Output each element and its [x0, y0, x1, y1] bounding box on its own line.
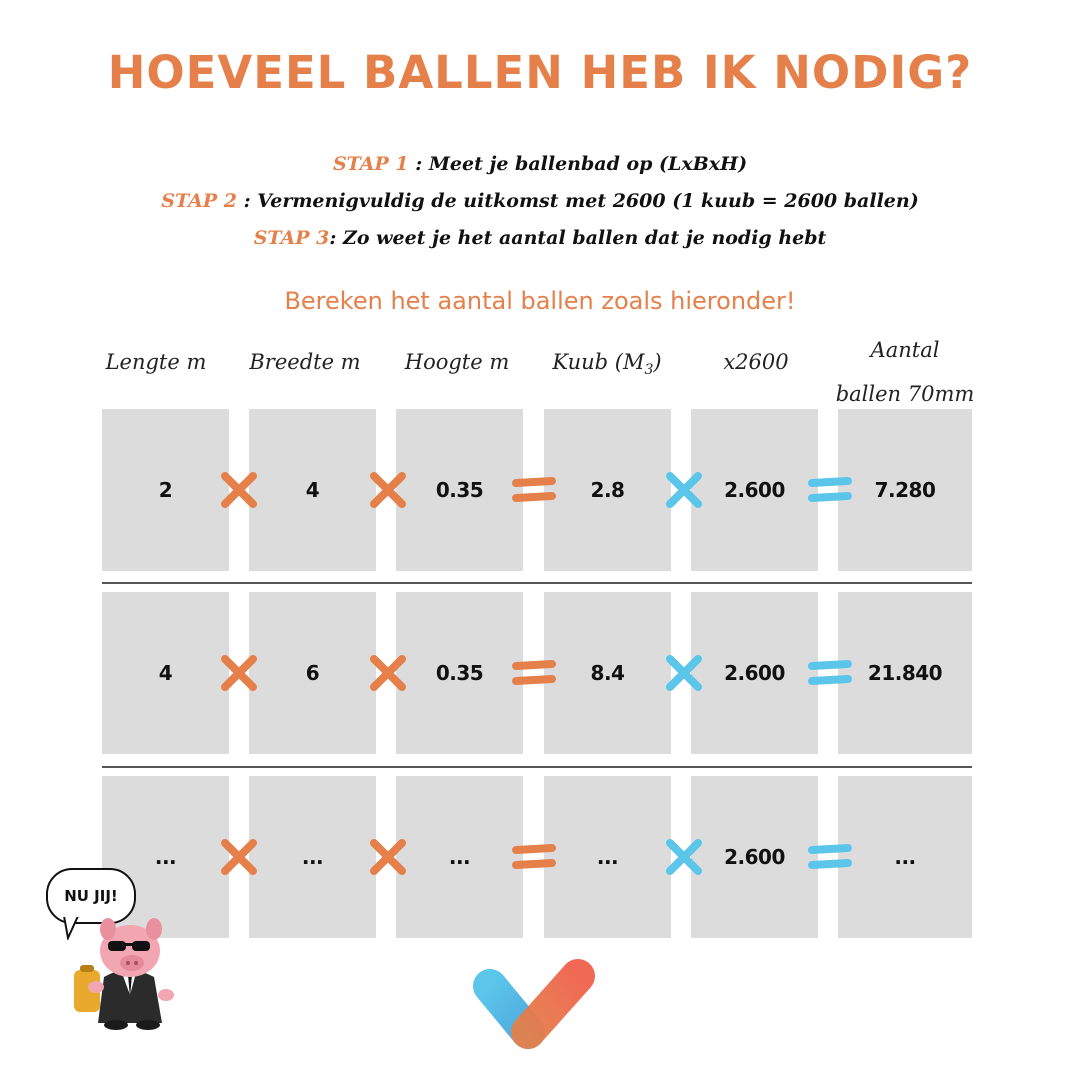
- multiply-icon: [217, 651, 261, 695]
- cell-breedte: 4: [249, 409, 376, 571]
- step-label: STAP 2: [161, 190, 237, 212]
- cell-lengte: 2: [102, 409, 229, 571]
- step-label: STAP 3: [253, 227, 330, 249]
- cell-breedte: 6: [249, 592, 376, 754]
- kuub-close: ): [653, 350, 662, 374]
- equals-icon: [808, 468, 852, 512]
- cell-kuub: ...: [544, 776, 671, 938]
- equals-icon: [808, 835, 852, 879]
- step-1: [0, 150, 1080, 187]
- aantal-line-1: Aantal: [870, 338, 940, 362]
- cell-hoogte: 0.35: [396, 592, 523, 754]
- multiply-icon: [662, 651, 706, 695]
- kuub-subscript: 3: [644, 362, 654, 379]
- step-text: : Zo weet je het aantal ballen dat je nodig hebt: [329, 227, 827, 249]
- step-text: : Meet je ballenbad op (LxBxH): [408, 153, 748, 175]
- speech-bubble: NU JIJ!: [46, 868, 136, 924]
- multiply-icon: [366, 468, 410, 512]
- cell-lengte: 4: [102, 592, 229, 754]
- steps-list: [0, 150, 1080, 261]
- column-header-kuub: [537, 350, 677, 378]
- equals-icon: [512, 468, 556, 512]
- kuub-label: Kuub (M: [552, 350, 645, 374]
- checkmark-logo-icon: [466, 952, 606, 1056]
- column-header-aantal: [834, 328, 976, 416]
- column-header-breedte: Breedte m: [249, 350, 361, 374]
- equals-icon: [808, 651, 852, 695]
- column-header-hoogte: Hoogte m: [404, 350, 510, 374]
- cell-hoogte: ...: [396, 776, 523, 938]
- cell-kuub: 8.4: [544, 592, 671, 754]
- cell-x2600: 2.600: [691, 592, 818, 754]
- cell-x2600: 2.600: [691, 409, 818, 571]
- step-2: [0, 187, 1080, 224]
- column-header-x2600: x2600: [723, 350, 789, 374]
- equals-icon: [512, 651, 556, 695]
- equals-icon: [512, 835, 556, 879]
- multiply-icon: [217, 835, 261, 879]
- cell-aantal: 7.280: [838, 409, 972, 571]
- cell-aantal: 21.840: [838, 592, 972, 754]
- aantal-line-2: ballen 70mm: [835, 382, 975, 406]
- cell-hoogte: 0.35: [396, 409, 523, 571]
- cell-aantal: ...: [838, 776, 972, 938]
- step-text: : Vermenigvuldig de uitkomst met 2600 (1 kuub = 2600 ballen): [236, 190, 919, 212]
- multiply-icon: [366, 835, 410, 879]
- subtitle: Bereken het aantal ballen zoals hieronder!: [284, 287, 796, 315]
- step-3: [0, 224, 1080, 261]
- multiply-icon: [217, 468, 261, 512]
- page-title: HOEVEEL BALLEN HEB IK NODIG?: [107, 46, 973, 99]
- step-label: STAP 1: [332, 153, 409, 175]
- multiply-icon: [366, 651, 410, 695]
- cell-breedte: ...: [249, 776, 376, 938]
- row-divider: [102, 766, 972, 768]
- multiply-icon: [662, 468, 706, 512]
- multiply-icon: [662, 835, 706, 879]
- column-header-lengte: Lengte m: [105, 350, 207, 374]
- cell-x2600: 2.600: [691, 776, 818, 938]
- cell-kuub: 2.8: [544, 409, 671, 571]
- cell-lengte: ...: [102, 776, 229, 938]
- row-divider: [102, 582, 972, 584]
- pig-mascot-icon: [70, 915, 200, 1030]
